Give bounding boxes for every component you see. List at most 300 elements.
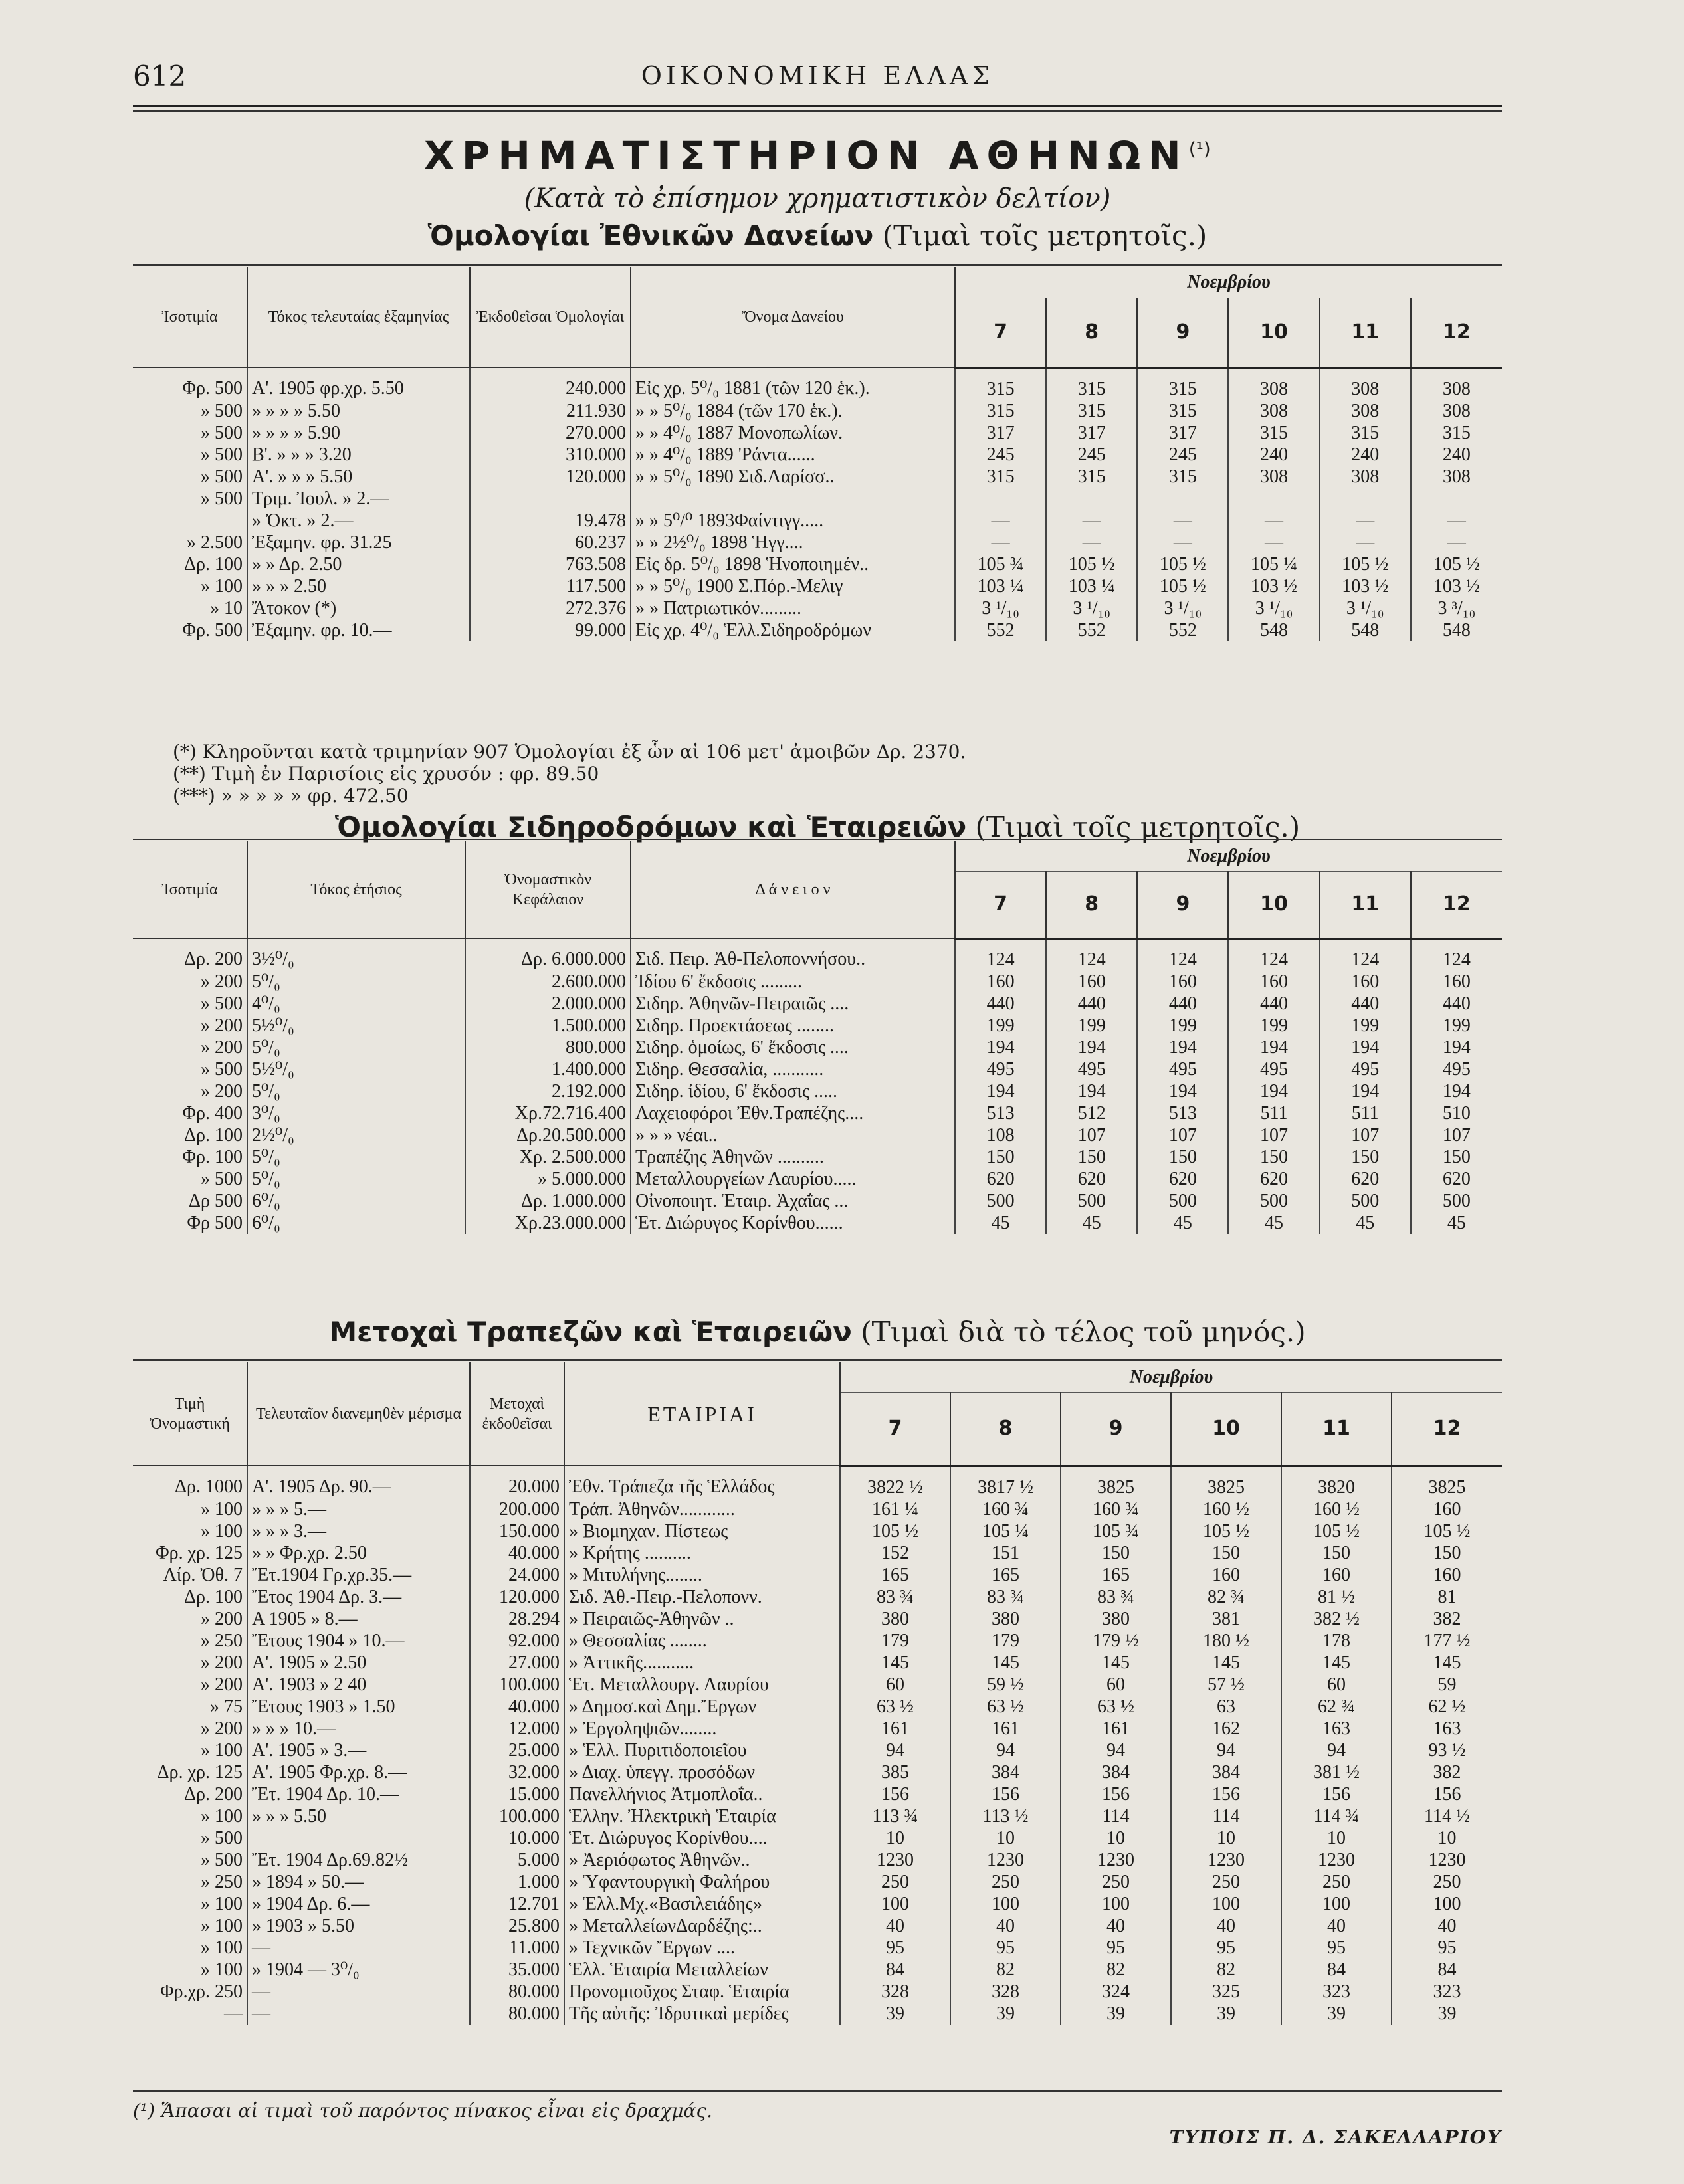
cell-price-day-10: 10 — [1171, 1827, 1281, 1849]
cell-price-day-10: 240 — [1228, 444, 1319, 466]
cell-price-day-9: 245 — [1137, 444, 1228, 466]
cell-price-day-12: 308 — [1442, 400, 1471, 421]
cell-name: Ἑτ. Μεταλλουργ. Λαυρίου — [564, 1674, 840, 1696]
cell-price-day-12: 39 — [1437, 2003, 1457, 2024]
table-national-loans — [133, 267, 1502, 641]
cell-price-day-9: 40 — [1061, 1915, 1171, 1937]
section-heading-rest: (Τιμαὶ τοῖς μετρητοῖς.) — [975, 811, 1301, 843]
cell-price-day-11: 145 — [1281, 1652, 1392, 1674]
cell-price-day-12: 199 — [1442, 1015, 1471, 1036]
cell-price-day-10: 3825 — [1171, 1466, 1281, 1498]
cell-issued: 272.376 — [470, 597, 631, 619]
cell-price-day-9: 250 — [1061, 1871, 1171, 1893]
cell-price-day-11: 94 — [1281, 1739, 1392, 1761]
header-day: 7 — [955, 872, 1046, 939]
header-day: 8 — [950, 1393, 1061, 1466]
table-row — [133, 400, 1502, 422]
cell-name: Εἰς χρ. 4⁰/₀ Ἑλλ.Σιδηροδρόμων — [631, 619, 955, 641]
cell-price-day-8: 105 ½ — [1046, 553, 1137, 575]
cell-price-day-9: 160 ¾ — [1061, 1498, 1171, 1520]
cell-price-day-9: 380 — [1061, 1608, 1171, 1630]
cell-price-day-9: 95 — [1061, 1937, 1171, 1959]
cell-price-day-8: 440 — [1046, 993, 1137, 1015]
title-text: ΧΡΗΜΑΤΙΣΤΗΡΙΟΝ ΑΘΗΝΩΝ — [424, 133, 1189, 178]
cell-price-day-11: 10 — [1281, 1827, 1392, 1849]
cell-price-day-11: 199 — [1320, 1015, 1411, 1037]
cell-name: Τραπέζης Ἀθηνῶν .......... — [631, 1146, 955, 1168]
cell-price-day-12: 45 — [1447, 1212, 1466, 1233]
cell-price-day-7: 245 — [955, 444, 1046, 466]
cell-price-day-8: 59 ½ — [950, 1674, 1061, 1696]
cell-price-day-11: 3 ¹/₁₀ — [1320, 597, 1411, 619]
cell-price-day-10: 160 — [1228, 971, 1319, 993]
cell-par-value: » 10 — [133, 597, 247, 619]
header-day: 9 — [1061, 1393, 1171, 1466]
cell-interest: Α'. » » » 5.50 — [247, 466, 470, 488]
table-row — [133, 1466, 1502, 1498]
cell-interest: Ἐξαμην. φρ. 10.— — [247, 619, 470, 641]
cell-par-value: » 100 — [133, 1937, 247, 1959]
cell-price-day-7: 315 — [955, 400, 1046, 422]
cell-price-day-7: 513 — [955, 1102, 1046, 1124]
cell-issued: 800.000 — [465, 1037, 631, 1058]
cell-price-day-9: 100 — [1061, 1893, 1171, 1915]
cell-name: Εἰς δρ. 5⁰/₀ 1898 Ἡνοποιημέν.. — [631, 553, 955, 575]
cell-issued: 40.000 — [470, 1542, 564, 1564]
cell-price-day-8: 107 — [1046, 1124, 1137, 1146]
cell-interest: Ἔτους 1904 » 10.— — [247, 1630, 470, 1652]
cell-name: » Βιομηχαν. Πίστεως — [564, 1520, 840, 1542]
cell-price-day-12: 150 — [1442, 1146, 1471, 1167]
cell-issued: Δρ. 6.000.000 — [465, 938, 631, 971]
cell-price-day-12: 84 — [1437, 1959, 1457, 1980]
cell-price-day-9: 199 — [1137, 1015, 1228, 1037]
cell-price-day-9: 82 — [1061, 1959, 1171, 1981]
cell-price-day-9: 156 — [1061, 1783, 1171, 1805]
cell-price-day-7: 40 — [840, 1915, 950, 1937]
cell-price-day-9: 194 — [1137, 1037, 1228, 1058]
cell-name: » » 4⁰/₀ 1887 Μονοπωλίων. — [631, 422, 955, 444]
cell-price-day-9: 124 — [1137, 938, 1228, 971]
cell-interest: Α'. 1905 » 3.— — [247, 1739, 470, 1761]
cell-price-day-10: 100 — [1171, 1893, 1281, 1915]
cell-name: » Ὑφαντουργικὴ Φαλήρου — [564, 1871, 840, 1893]
table-row — [133, 1564, 1502, 1586]
cell-price-day-11: 382 ½ — [1281, 1608, 1392, 1630]
cell-price-day-9: 60 — [1061, 1674, 1171, 1696]
table-row — [133, 575, 1502, 597]
cell-price-day-11: — — [1320, 532, 1411, 553]
cell-issued: 310.000 — [470, 444, 631, 466]
cell-price-day-8: 1230 — [950, 1849, 1061, 1871]
cell-price-day-9: 500 — [1137, 1190, 1228, 1212]
cell-par-value: Φρ. 500 — [133, 367, 247, 400]
table-row — [133, 1630, 1502, 1652]
cell-price-day-8: 150 — [1046, 1146, 1137, 1168]
footnote: (¹) Ἅπασαι αἱ τιμαὶ τοῦ παρόντος πίνακος εἶναι εἰς δραχμάς. — [133, 2100, 713, 2122]
cell-interest: 5⁰/₀ — [247, 1037, 465, 1058]
header-isotimia: Ἰσοτιμία — [133, 841, 247, 938]
cell-price-day-7: 100 — [840, 1893, 950, 1915]
page-subtitle: (Κατὰ τὸ ἐπίσημον χρηματιστικὸν δελτίον) — [524, 183, 1111, 214]
cell-price-day-7: 194 — [955, 1037, 1046, 1058]
cell-price-day-9: 114 — [1061, 1805, 1171, 1827]
cell-interest: 6⁰/₀ — [247, 1190, 465, 1212]
cell-price-day-11: 495 — [1320, 1058, 1411, 1080]
table-row — [133, 597, 1502, 619]
cell-par-value: » 500 — [133, 488, 247, 510]
cell-par-value: » 100 — [133, 1498, 247, 1520]
cell-interest: Β'. » » » 3.20 — [247, 444, 470, 466]
cell-issued: 240.000 — [470, 367, 631, 400]
cell-interest: » » » 2.50 — [247, 575, 470, 597]
cell-issued: Χρ. 2.500.000 — [465, 1146, 631, 1168]
header-day: 10 — [1228, 298, 1319, 368]
cell-name: » Πειραιῶς-Ἀθηνῶν .. — [564, 1608, 840, 1630]
cell-price-day-10: 194 — [1228, 1080, 1319, 1102]
cell-price-day-8: 315 — [1046, 367, 1137, 400]
cell-price-day-11: 178 — [1281, 1630, 1392, 1652]
table-row — [133, 619, 1502, 641]
cell-issued: 12.701 — [470, 1893, 564, 1915]
cell-par-value: Φρ. 400 — [133, 1102, 247, 1124]
header-day: 7 — [840, 1393, 950, 1466]
table-row — [133, 1037, 1502, 1058]
cell-price-day-10: 495 — [1228, 1058, 1319, 1080]
cell-interest: » 1904 — 3⁰/₀ — [247, 1959, 470, 1981]
table-row — [133, 1783, 1502, 1805]
cell-par-value: Φρ. 100 — [133, 1146, 247, 1168]
cell-price-day-7: 500 — [955, 1190, 1046, 1212]
cell-price-day-9: 315 — [1137, 367, 1228, 400]
cell-price-day-7: 95 — [840, 1937, 950, 1959]
cell-price-day-7: 156 — [840, 1783, 950, 1805]
cell-price-day-8: 3 ¹/₁₀ — [1046, 597, 1137, 619]
cell-issued: 12.000 — [470, 1718, 564, 1739]
cell-price-day-11: 81 ½ — [1281, 1586, 1392, 1608]
cell-price-day-9: 83 ¾ — [1061, 1586, 1171, 1608]
cell-interest: Ἔτ. 1904 Δρ. 10.— — [247, 1783, 470, 1805]
cell-price-day-12: 194 — [1442, 1037, 1471, 1058]
cell-price-day-9: 150 — [1137, 1146, 1228, 1168]
header-day: 10 — [1171, 1393, 1281, 1466]
cell-price-day-11: 323 — [1281, 1981, 1392, 2003]
cell-price-day-9: 165 — [1061, 1564, 1171, 1586]
cell-issued: 15.000 — [470, 1783, 564, 1805]
cell-price-day-9: 105 ¾ — [1061, 1520, 1171, 1542]
cell-price-day-12: 548 — [1442, 619, 1471, 641]
cell-price-day-11: 39 — [1281, 2003, 1392, 2025]
cell-par-value: Δρ. 1000 — [133, 1466, 247, 1498]
cell-price-day-8: 384 — [950, 1761, 1061, 1783]
page-header — [133, 60, 1502, 100]
cell-name: » Διαχ. ὑπεγγ. προσόδων — [564, 1761, 840, 1783]
cell-price-day-7: 161 — [840, 1718, 950, 1739]
cell-price-day-7: 39 — [840, 2003, 950, 2025]
cell-price-day-10: 308 — [1228, 367, 1319, 400]
cell-name: » Ἐργοληψιῶν........ — [564, 1718, 840, 1739]
cell-price-day-12: 500 — [1442, 1190, 1471, 1211]
cell-interest: » 1904 Δρ. 6.— — [247, 1893, 470, 1915]
cell-par-value: » 100 — [133, 1915, 247, 1937]
header-tokos: Τόκος ἐτήσιος — [247, 841, 465, 938]
cell-price-day-10: 325 — [1171, 1981, 1281, 2003]
cell-price-day-7: 105 ¾ — [955, 553, 1046, 575]
cell-price-day-12: 124 — [1442, 949, 1471, 970]
cell-price-day-7: 84 — [840, 1959, 950, 1981]
cell-par-value: » 500 — [133, 422, 247, 444]
cell-name: Σιδ. Ἀθ.-Πειρ.-Πελοπονν. — [564, 1586, 840, 1608]
cell-par-value: » 250 — [133, 1871, 247, 1893]
cell-issued: 19.478 — [470, 510, 631, 532]
cell-issued: 25.000 — [470, 1739, 564, 1761]
cell-price-day-7: 385 — [840, 1761, 950, 1783]
cell-issued: » 5.000.000 — [465, 1168, 631, 1190]
cell-issued: 2.192.000 — [465, 1080, 631, 1102]
cell-price-day-9: 94 — [1061, 1739, 1171, 1761]
cell-price-day-11: 40 — [1281, 1915, 1392, 1937]
cell-par-value: Δρ. 100 — [133, 553, 247, 575]
cell-price-day-12: 107 — [1442, 1124, 1471, 1145]
header-merisma: Τελευταῖον διανεμηθὲν μέρισμα — [247, 1362, 470, 1466]
cell-price-day-12: 440 — [1442, 993, 1471, 1014]
cell-interest: » » » 10.— — [247, 1718, 470, 1739]
table-row — [133, 1739, 1502, 1761]
cell-price-day-7: 495 — [955, 1058, 1046, 1080]
cell-price-day-7: 150 — [955, 1146, 1046, 1168]
cell-price-day-9: 105 ½ — [1137, 575, 1228, 597]
header-day: 9 — [1137, 872, 1228, 939]
header-day: 9 — [1137, 298, 1228, 368]
cell-par-value: Δρ. 100 — [133, 1124, 247, 1146]
cell-price-day-12: 323 — [1433, 1981, 1461, 2002]
cell-price-day-11: 107 — [1320, 1124, 1411, 1146]
cell-price-day-8: 103 ¼ — [1046, 575, 1137, 597]
header-rule-thin — [133, 110, 1502, 112]
section-heading-rest: (Τιμαὶ τοῖς μετρητοῖς.) — [882, 219, 1208, 252]
printer-imprint: ΤΥΠΟΙΣ Π. Δ. ΣΑΚΕΛΛΑΡΙΟΥ — [1169, 2126, 1502, 2148]
cell-price-day-12: 1230 — [1428, 1849, 1466, 1870]
cell-price-day-7: 10 — [840, 1827, 950, 1849]
cell-name: » Ἀττικῆς........... — [564, 1652, 840, 1674]
cell-price-day-11: 3820 — [1281, 1466, 1392, 1498]
cell-par-value: Φρ. χρ. 125 — [133, 1542, 247, 1564]
cell-price-day-7: — — [955, 510, 1046, 532]
cell-name: » Θεσσαλίας ........ — [564, 1630, 840, 1652]
cell-interest: » 1894 » 50.— — [247, 1871, 470, 1893]
table-row — [133, 553, 1502, 575]
cell-issued: 763.508 — [470, 553, 631, 575]
cell-interest: Α'. 1903 » 2 40 — [247, 1674, 470, 1696]
cell-par-value: Φρ. 500 — [133, 619, 247, 641]
cell-par-value: — — [133, 2003, 247, 2025]
cell-interest: Ἔτους 1903 » 1.50 — [247, 1696, 470, 1718]
cell-price-day-12: 308 — [1442, 378, 1471, 399]
cell-price-day-9: 63 ½ — [1061, 1696, 1171, 1718]
cell-interest: — — [247, 1937, 470, 1959]
table-row — [133, 1696, 1502, 1718]
cell-price-day-10: 384 — [1171, 1761, 1281, 1783]
cell-par-value: » 100 — [133, 1959, 247, 1981]
running-head: ΟΙΚΟΝΟΜΙΚΗ ΕΛΛΑΣ — [641, 61, 994, 90]
table-row — [133, 367, 1502, 400]
cell-price-day-8: 495 — [1046, 1058, 1137, 1080]
cell-issued: 80.000 — [470, 2003, 564, 2025]
header-day: 12 — [1411, 298, 1502, 368]
cell-price-day-8: 199 — [1046, 1015, 1137, 1037]
cell-price-day-8: 156 — [950, 1783, 1061, 1805]
table-bank-shares — [133, 1362, 1502, 2025]
header-timi: Τιμὴ Ὀνομαστική — [133, 1362, 247, 1466]
cell-price-day-10: 3 ¹/₁₀ — [1228, 597, 1319, 619]
cell-price-day-7: 315 — [955, 367, 1046, 400]
cell-price-day-8: 160 — [1046, 971, 1137, 993]
section-rule — [133, 264, 1502, 266]
cell-interest: » » » » 5.50 — [247, 400, 470, 422]
cell-issued: 120.000 — [470, 1586, 564, 1608]
table-row — [133, 1937, 1502, 1959]
cell-issued: 211.930 — [470, 400, 631, 422]
cell-par-value: Λίρ. Ὀθ. 7 — [133, 1564, 247, 1586]
cell-par-value: » 100 — [133, 575, 247, 597]
table-row — [133, 1080, 1502, 1102]
page-number: 612 — [133, 60, 187, 92]
cell-price-day-12: 163 — [1433, 1718, 1461, 1739]
title-footnote-mark: (¹) — [1188, 138, 1211, 160]
cell-price-day-11: 548 — [1320, 619, 1411, 641]
cell-price-day-10: 381 — [1171, 1608, 1281, 1630]
cell-price-day-7: 63 ½ — [840, 1696, 950, 1718]
cell-price-day-11: 62 ¾ — [1281, 1696, 1392, 1718]
cell-price-day-9: 495 — [1137, 1058, 1228, 1080]
table-row — [133, 1608, 1502, 1630]
header-month: Νοεμβρίου — [840, 1362, 1502, 1393]
header-day: 11 — [1320, 298, 1411, 368]
header-day: 8 — [1046, 872, 1137, 939]
cell-price-day-10: 107 — [1228, 1124, 1319, 1146]
cell-price-day-10: 105 ½ — [1171, 1520, 1281, 1542]
cell-par-value: » 200 — [133, 1608, 247, 1630]
cell-price-day-9: 620 — [1137, 1168, 1228, 1190]
cell-price-day-11: 160 — [1281, 1564, 1392, 1586]
cell-price-day-10: 45 — [1228, 1212, 1319, 1234]
cell-price-day-12: 382 — [1433, 1761, 1461, 1783]
cell-interest: 5⁰/₀ — [247, 1146, 465, 1168]
table-row — [133, 1915, 1502, 1937]
cell-par-value: » 200 — [133, 1674, 247, 1696]
cell-name: » ΜεταλλείωνΔαρδέζης:.. — [564, 1915, 840, 1937]
cell-name: » » 5⁰/⁰ 1893Φαίντιγγ..... — [631, 510, 955, 532]
cell-price-day-8: 328 — [950, 1981, 1061, 2003]
cell-price-day-12: 250 — [1433, 1871, 1461, 1892]
cell-name: Οἰνοποιητ. Ἑταιρ. Ἀχαΐας ... — [631, 1190, 955, 1212]
section-heading-rest: (Τιμαὶ διὰ τὸ τέλος τοῦ μηνός.) — [861, 1316, 1306, 1348]
header-day: 12 — [1411, 872, 1502, 939]
cell-price-day-12: 194 — [1442, 1080, 1471, 1102]
cell-issued: 5.000 — [470, 1849, 564, 1871]
cell-price-day-12: — — [1447, 532, 1466, 553]
cell-price-day-8: 315 — [1046, 400, 1137, 422]
cell-price-day-10: 39 — [1171, 2003, 1281, 2025]
cell-interest: » » » 3.— — [247, 1520, 470, 1542]
cell-name: Ἐθν. Τράπεζα τῆς Ἑλλάδος — [564, 1466, 840, 1498]
cell-par-value: Φρ.χρ. 250 — [133, 1981, 247, 2003]
cell-name: » Ἀεριόφωτος Ἀθηνῶν.. — [564, 1849, 840, 1871]
cell-price-day-8: 145 — [950, 1652, 1061, 1674]
cell-price-day-8: 165 — [950, 1564, 1061, 1586]
cell-price-day-10: 162 — [1171, 1718, 1281, 1739]
table-row — [133, 1058, 1502, 1080]
section-heading-bank-shares — [133, 1316, 1502, 1348]
cell-name: Σιδηρ. Θεσσαλία, ........... — [631, 1058, 955, 1080]
cell-price-day-9: — — [1137, 532, 1228, 553]
cell-price-day-10: 250 — [1171, 1871, 1281, 1893]
cell-price-day-11: 60 — [1281, 1674, 1392, 1696]
cell-par-value: » 100 — [133, 1520, 247, 1542]
cell-price-day-11: 250 — [1281, 1871, 1392, 1893]
cell-price-day-8: 380 — [950, 1608, 1061, 1630]
table-row — [133, 1805, 1502, 1827]
cell-price-day-10: 82 ¾ — [1171, 1586, 1281, 1608]
table-row — [133, 1674, 1502, 1696]
cell-price-day-7: 103 ¼ — [955, 575, 1046, 597]
cell-price-day-9: 552 — [1137, 619, 1228, 641]
cell-price-day-8: 151 — [950, 1542, 1061, 1564]
header-etairiai: ΕΤΑΙΡΙΑΙ — [564, 1362, 840, 1466]
cell-price-day-12: 95 — [1437, 1937, 1457, 1958]
cell-price-day-9: 384 — [1061, 1761, 1171, 1783]
cell-name: Ἑλλ. Ἑταιρία Μεταλλείων — [564, 1959, 840, 1981]
cell-price-day-7: 145 — [840, 1652, 950, 1674]
cell-issued: Χρ.72.716.400 — [465, 1102, 631, 1124]
cell-issued: 25.800 — [470, 1915, 564, 1937]
header-rule — [133, 105, 1502, 107]
cell-par-value — [133, 510, 247, 532]
cell-issued: 1.400.000 — [465, 1058, 631, 1080]
cell-name: Ἰδίου 6' ἔκδοσις ......... — [631, 971, 955, 993]
cell-name: Τῆς αὐτῆς: Ἰδρυτικαὶ μερίδες — [564, 2003, 840, 2025]
table-row — [133, 1849, 1502, 1871]
cell-issued: 2.000.000 — [465, 993, 631, 1015]
cell-par-value: » 200 — [133, 1718, 247, 1739]
cell-price-day-7: 160 — [955, 971, 1046, 993]
cell-par-value: » 500 — [133, 1849, 247, 1871]
cell-issued: Δρ.20.500.000 — [465, 1124, 631, 1146]
cell-price-day-8: 194 — [1046, 1080, 1137, 1102]
cell-price-day-11: 194 — [1320, 1080, 1411, 1102]
table-row — [133, 1124, 1502, 1146]
cell-price-day-7: 552 — [955, 619, 1046, 641]
cell-price-day-10: 105 ¼ — [1228, 553, 1319, 575]
header-month: Νοεμβρίου — [955, 841, 1502, 872]
table-row — [133, 1498, 1502, 1520]
cell-par-value: Δρ. 100 — [133, 1586, 247, 1608]
cell-price-day-11: 105 ½ — [1320, 553, 1411, 575]
table-row — [133, 1542, 1502, 1564]
cell-issued: 28.294 — [470, 1608, 564, 1630]
cell-price-day-10: 511 — [1228, 1102, 1319, 1124]
cell-par-value: Φρ 500 — [133, 1212, 247, 1234]
cell-price-day-11: 160 ½ — [1281, 1498, 1392, 1520]
cell-interest: 5⁰/₀ — [247, 1168, 465, 1190]
cell-price-day-12: 160 — [1442, 971, 1471, 992]
cell-price-day-9: 324 — [1061, 1981, 1171, 2003]
cell-price-day-9: 1230 — [1061, 1849, 1171, 1871]
cell-name: Τράπ. Ἀθηνῶν............ — [564, 1498, 840, 1520]
cell-name: Ἑλλην. Ἠλεκτρικὴ Ἑταιρία — [564, 1805, 840, 1827]
cell-price-day-8: — — [1046, 510, 1137, 532]
cell-price-day-8: 10 — [950, 1827, 1061, 1849]
